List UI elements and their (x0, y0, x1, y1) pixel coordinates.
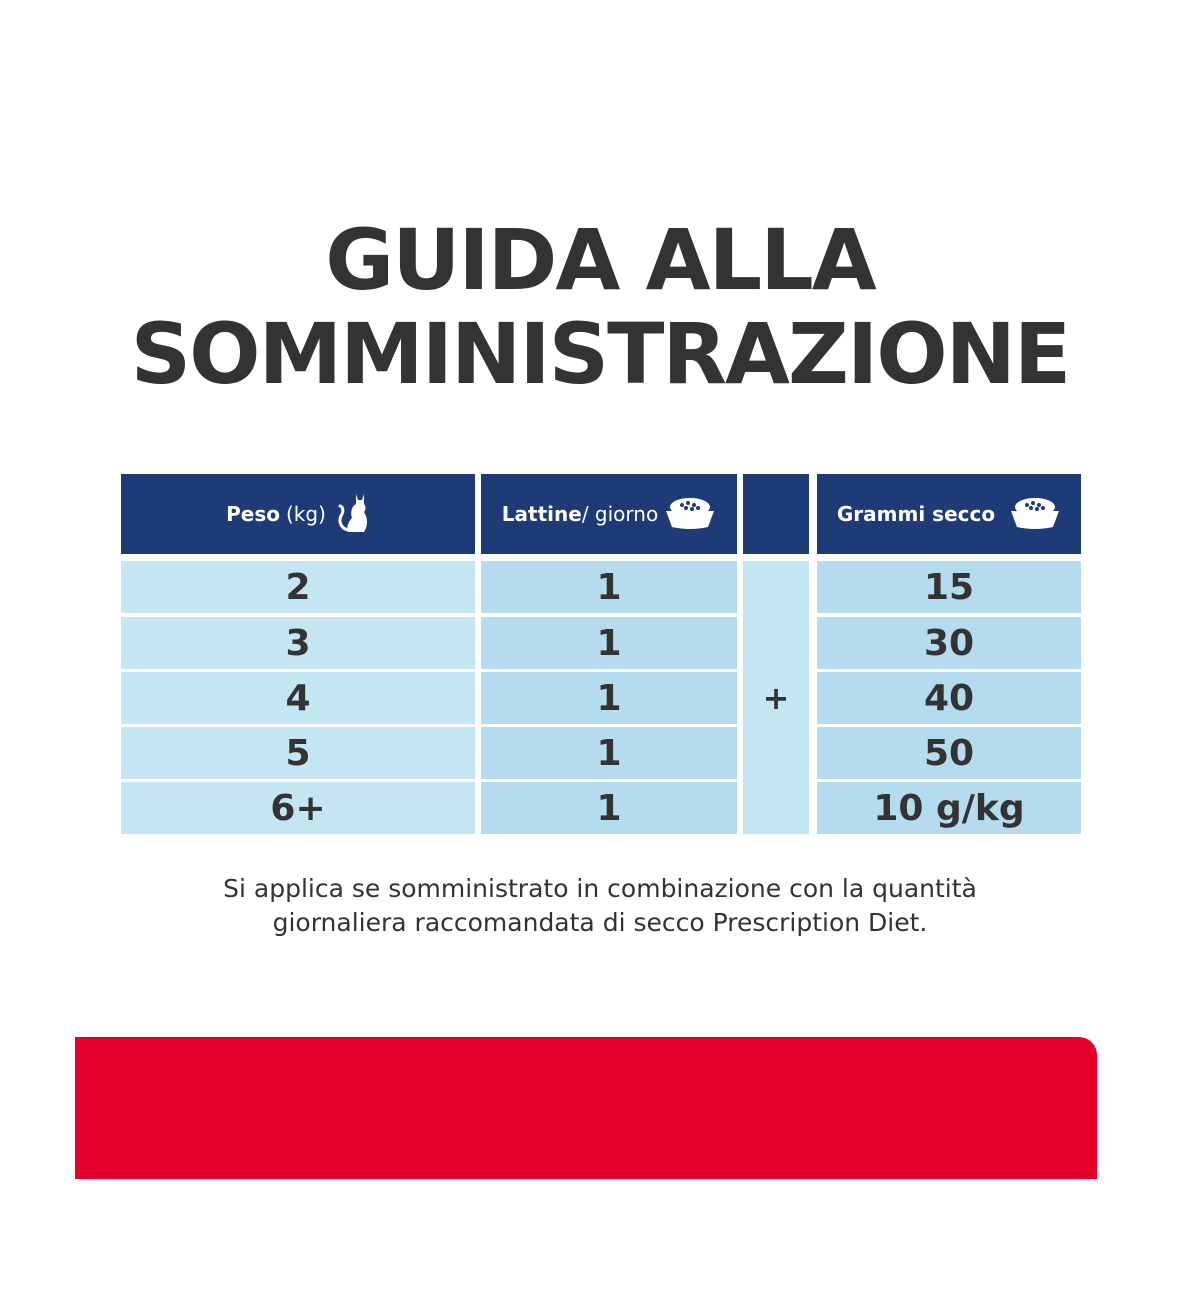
cell-lattine: 1 (481, 782, 737, 834)
feeding-table (121, 474, 1081, 834)
cell-peso: 2 (121, 561, 475, 613)
cell-lattine: 1 (481, 672, 737, 724)
page-title-line1: GUIDA ALLA (325, 211, 875, 309)
cell-grammi: 40 (817, 672, 1081, 724)
red-banner (75, 1037, 1097, 1179)
cell-lattine: 1 (481, 727, 737, 779)
cell-peso: 5 (121, 727, 475, 779)
header-plus-column (743, 474, 809, 554)
footnote-line1: Si applica se somministrato in combinazione con la quantità (223, 874, 977, 903)
cell-grammi: 15 (817, 561, 1081, 613)
header-grammi-label: Grammi secco (836, 502, 996, 526)
cell-peso: 6+ (121, 782, 475, 834)
cell-lattine: 1 (481, 617, 737, 669)
cat-icon (336, 490, 370, 539)
plus-sign: + (743, 561, 809, 834)
cell-grammi: 30 (817, 617, 1081, 669)
food-bowl-icon (664, 493, 716, 536)
header-grammi (817, 474, 1081, 554)
page-title-line2: SOMMINISTRAZIONE (130, 305, 1070, 403)
header-peso-label: Peso (226, 502, 280, 526)
cell-grammi: 10 g/kg (817, 782, 1081, 834)
cell-lattine: 1 (481, 561, 737, 613)
header-peso-unit: (kg) (285, 502, 326, 526)
header-lattine-label: Lattine (501, 502, 582, 526)
header-peso (121, 474, 475, 554)
header-lattine (481, 474, 737, 554)
food-bowl-icon (1009, 493, 1061, 536)
cell-grammi: 50 (817, 727, 1081, 779)
cell-peso: 3 (121, 617, 475, 669)
cell-peso: 4 (121, 672, 475, 724)
header-lattine-unit: / giorno (581, 502, 659, 526)
footnote-line2: giornaliera raccomandata di secco Prescription Diet. (272, 908, 928, 937)
footnote (0, 872, 1200, 940)
